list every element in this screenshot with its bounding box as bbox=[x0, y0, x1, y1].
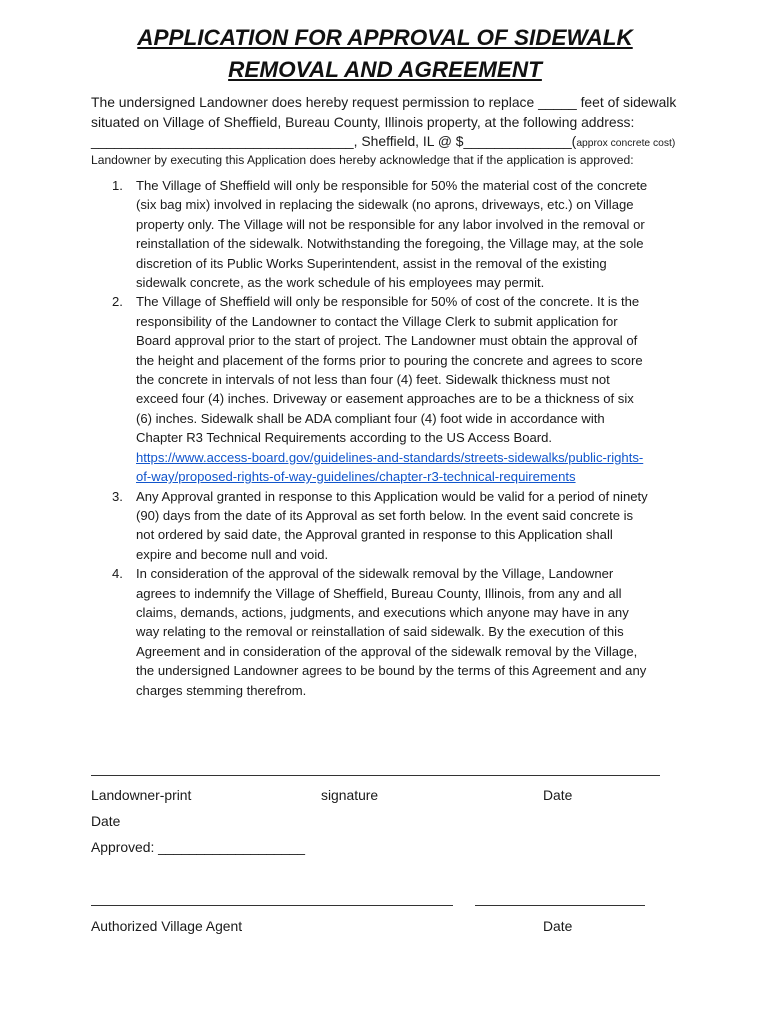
term-line: exceed four (4) inches. Driveway or easement approaches are to be a thickness of six bbox=[136, 391, 634, 407]
document-title-line-1: APPLICATION FOR APPROVAL OF SIDEWALK bbox=[137, 25, 633, 50]
intro-line-1: The undersigned Landowner does hereby request permission to replace _____ feet of sidewalk bbox=[91, 94, 677, 110]
agent-date-line[interactable] bbox=[475, 905, 645, 906]
term-line: agrees to indemnify the Village of Sheffield, Bureau County, Illinois, from any and all bbox=[136, 585, 622, 601]
term-line: (six bag mix) involved in replacing the sidewalk (no aprons, driveways, etc.) on Village bbox=[136, 197, 634, 213]
term-line: responsibility of the Landowner to contact the Village Clerk to submit application for bbox=[136, 313, 618, 329]
approved-field[interactable]: Approved: ___________________ bbox=[91, 839, 305, 855]
term-number: 1. bbox=[112, 178, 123, 193]
agent-signature-line[interactable] bbox=[91, 905, 453, 906]
term-line: property only. The Village will not be responsible for any labor involved in the removal or bbox=[136, 216, 645, 232]
term-line: the concrete in intervals of not less than four (4) feet. Sidewalk thickness must not bbox=[136, 372, 610, 388]
term-item bbox=[91, 487, 691, 565]
term-number: 4. bbox=[112, 566, 123, 582]
term-number: 2. bbox=[112, 294, 123, 310]
term-line: the height and placement of the forms prior to pouring the concrete and agrees to score bbox=[136, 352, 643, 368]
approx-cost-note: approx concrete cost) bbox=[576, 138, 676, 149]
intro-line-2: situated on Village of Sheffield, Bureau County, Illinois property, at the following address: bbox=[91, 114, 635, 130]
date-label: Date bbox=[543, 787, 573, 803]
term-line: sidewalk concrete, as the work schedule of his employees may permit. bbox=[136, 275, 545, 291]
term-line: expire and become null and void. bbox=[136, 546, 329, 562]
term-line: Any Approval granted in response to this Application would be valid for a period of ninety bbox=[136, 488, 648, 504]
term-line: In consideration of the approval of the sidewalk removal by the Village, Landowner bbox=[136, 566, 614, 582]
term-line: The Village of Sheffield will only be responsible for 50% of cost of the concrete. It is the bbox=[136, 294, 640, 310]
term-line: not ordered by said date, the Approval granted in response to this Application shall bbox=[136, 527, 613, 543]
term-item bbox=[91, 292, 691, 486]
signature-label: signature bbox=[321, 787, 379, 803]
intro-line-4: Landowner by executing this Application does hereby acknowledge that if the application is approved: bbox=[91, 153, 634, 167]
term-line: Board approval prior to the start of project. The Landowner must obtain the approval of bbox=[136, 333, 638, 349]
agent-date-label: Date bbox=[543, 918, 573, 934]
access-board-link[interactable]: https://www.access-board.gov/guidelines-and-standards/streets-sidewalks/public-rights- bbox=[136, 449, 644, 465]
term-line: way relating to the removal or reinstallation of said sidewalk. By the execution of this bbox=[136, 624, 624, 640]
term-line: charges stemming therefrom. bbox=[136, 682, 307, 698]
term-item bbox=[91, 564, 691, 700]
term-line: reinstallation of the sidewalk. Notwithstanding the foregoing, the Village may, at the sole bbox=[136, 236, 644, 252]
term-line: Agreement and in consideration of the approval of the sidewalk removal by the Village, bbox=[136, 643, 638, 659]
date-label-secondary: Date bbox=[91, 813, 121, 829]
term-number: 3. bbox=[112, 488, 123, 504]
term-line: The Village of Sheffield will only be responsible for 50% the material cost of the concrete bbox=[136, 178, 648, 193]
term-item bbox=[91, 176, 691, 292]
term-line: (90) days from the date of its Approval as set forth below. In the event said concrete is bbox=[136, 507, 634, 523]
access-board-link[interactable]: of-way/proposed-rights-of-way-guidelines/chapter-r3-technical-requirements bbox=[136, 469, 576, 485]
address-cost-blanks: __________________________________, Sheffield, IL @ $______________( bbox=[91, 133, 577, 149]
authorized-agent-label: Authorized Village Agent bbox=[91, 918, 243, 934]
document-title-line-2: REMOVAL AND AGREEMENT bbox=[228, 57, 542, 82]
term-line: Chapter R3 Technical Requirements according to the US Access Board. bbox=[136, 430, 553, 446]
term-line: (6) inches. Sidewalk shall be ADA compliant four (4) foot wide in accordance with bbox=[136, 410, 605, 426]
landowner-print-label: Landowner-print bbox=[91, 787, 192, 803]
term-line: the undersigned Landowner agrees to be bound by the terms of this Agreement and any bbox=[136, 663, 647, 679]
terms-list bbox=[91, 176, 691, 700]
term-line: discretion of its Public Works Superintendent, assist in the removal of the existing bbox=[136, 255, 607, 271]
landowner-signature-line[interactable] bbox=[91, 775, 660, 776]
term-line: claims, demands, actions, judgments, and executions which anyone may have in any bbox=[136, 604, 629, 620]
